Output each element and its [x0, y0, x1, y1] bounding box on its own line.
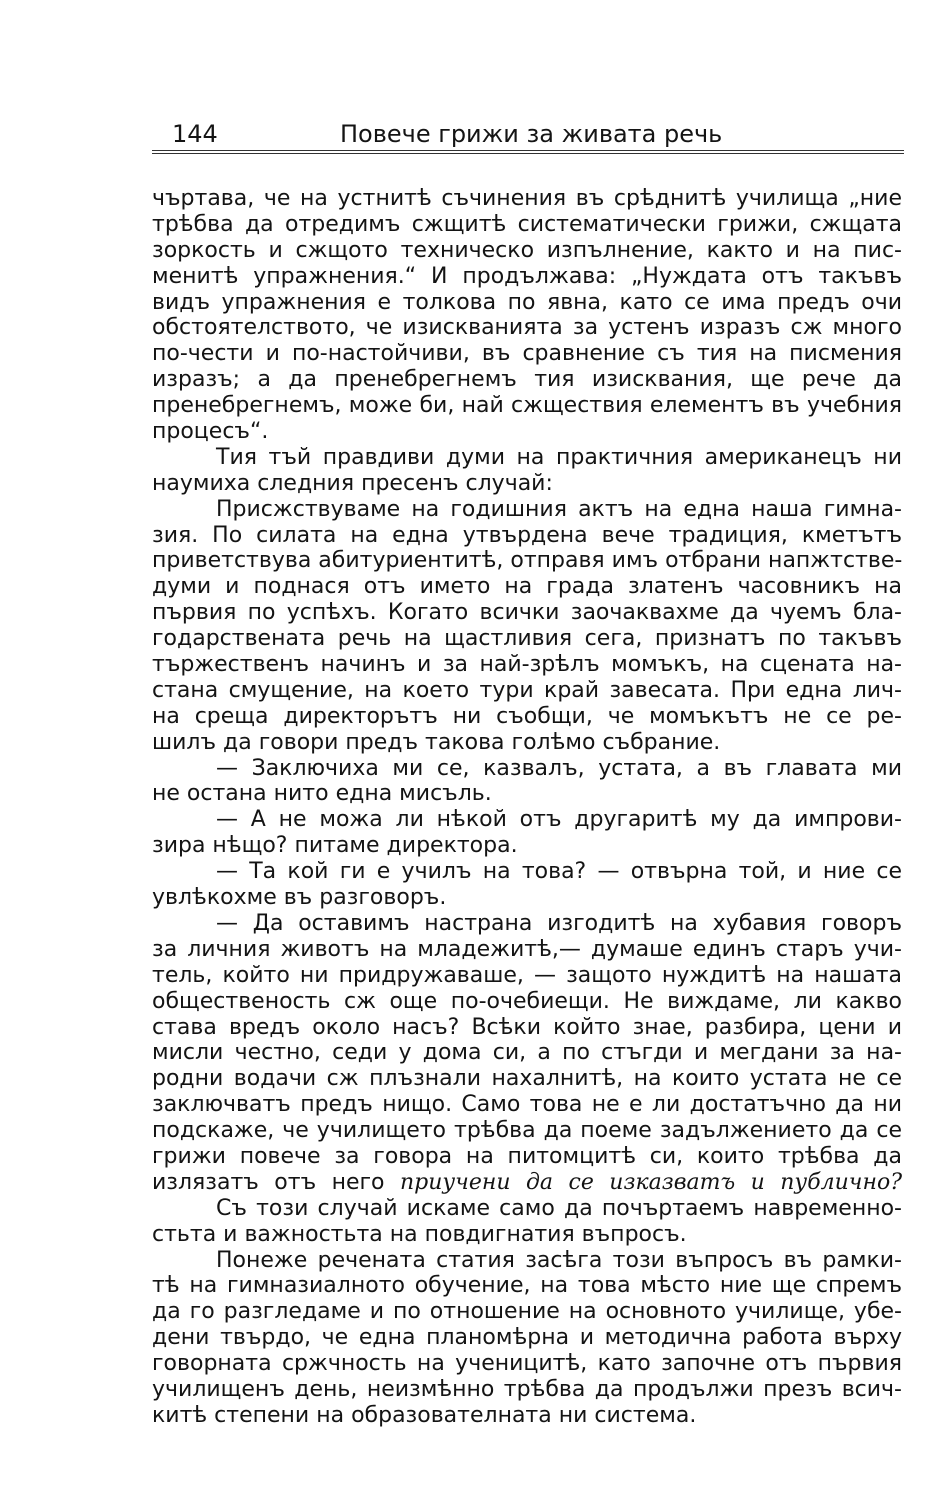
text-line: тель, който ни придружаваше, — защото нуждитѣ на нашата: [152, 962, 902, 988]
text-line: зоркость и сжщото техническо изпълнение, както и на пис-: [152, 237, 902, 263]
text-line: увлѣкохме въ разговоръ.: [152, 885, 447, 911]
text-line-with-italic: [152, 1170, 902, 1196]
text-line: — Да оставимъ настрана изгодитѣ на хубавия говоръ: [216, 910, 902, 936]
text-line: чъртава, че на устнитѣ съчинения въ срѣднитѣ училища „ние: [152, 186, 902, 211]
text-line: Тия тъй правдиви думи на практичния американецъ ни: [216, 444, 902, 470]
text-line: първия по успѣхъ. Когато всички заочаквахме да чуемъ бла-: [152, 600, 902, 626]
text-line: китѣ степени на образователната ни система.: [152, 1402, 697, 1428]
text-line: тѣ на гимназиалното обучение, на това мѣсто ние ще спремъ: [152, 1273, 902, 1299]
text-line: наумиха следния пресенъ случай:: [152, 470, 553, 496]
text-line: стьта и важностьта на повдигнатия въпросъ.: [152, 1221, 687, 1247]
body-text: [152, 186, 902, 1429]
text-line: тържественъ начинъ и за най-зрѣлъ момъкъ, на сцената на-: [152, 652, 902, 678]
text-line: мисли честно, седи у дома си, а по стъгди и мегдани за на-: [152, 1040, 902, 1066]
text-line: на среща директорътъ ни съобщи, че момъкътъ не се ре-: [152, 703, 902, 729]
text-line: подскаже, че училището трѣбва да поеме задължението да се: [152, 1118, 902, 1144]
text-line: — Та кой ги е училъ на това? — отвърна той, и ние се: [216, 859, 902, 885]
header-rule-double: [152, 153, 904, 154]
text-line: Присжствуваме на годишния актъ на една наша гимна-: [216, 496, 902, 522]
text-line: родни водачи сж плъзнали нахалнитѣ, на които устата не се: [152, 1066, 902, 1092]
text-fragment: излязатъ отъ него: [152, 1169, 385, 1195]
text-line: менитѣ упражнения.“ И продължава: „Нуждата отъ такъвъ: [152, 263, 902, 289]
text-line: грижи повече за говора на питомцитѣ си, които трѣбва да: [152, 1143, 902, 1169]
text-line: трѣбва да отредимъ сжщитѣ систематически грижи, сжщата: [152, 211, 902, 237]
text-line: става вредъ около насъ? Всѣки който знае, разбира, цени и: [152, 1014, 902, 1040]
text-line: заключватъ предъ нищо. Само това не е ли достатъчно да ни: [152, 1092, 902, 1118]
text-line: — А не можа ли нѣкой отъ другаритѣ му да импрови-: [216, 807, 902, 833]
text-line: Съ този случай искаме само да почъртаемъ навременно-: [216, 1195, 902, 1221]
text-line: зия. По силата на една утвърдена вече традиция, кметътъ: [152, 522, 902, 548]
text-line: Понеже речената статия засѣга този въпросъ въ рамки-: [216, 1247, 902, 1273]
italic-phrase: приучени да се изказватъ и публично?: [399, 1169, 902, 1195]
page-number: 144: [172, 120, 218, 148]
text-line: говорната сржчность на ученицитѣ, като започне отъ първия: [152, 1351, 902, 1377]
text-line: по-чести и по-настойчиви, въ сравнение съ тия на писмения: [152, 341, 902, 367]
text-line: процесъ“.: [152, 419, 269, 445]
text-line: да го разгледаме и по отношение на основното училище, убе-: [152, 1299, 902, 1325]
text-line: дени твърдо, че една планомѣрна и методична работа върху: [152, 1325, 902, 1351]
text-line: изразъ; а да пренебрегнемъ тия изисквания, ще рече да: [152, 367, 902, 393]
text-line: приветствува абитуриентитѣ, отправя имъ отбрани напжтстве-: [152, 548, 902, 574]
text-line: думи и поднася отъ името на града златенъ часовникъ на: [152, 574, 902, 600]
text-line: училищенъ день, неизмѣнно трѣбва да продължи презъ всич-: [152, 1376, 902, 1402]
running-title: Повече грижи за живата речь: [340, 120, 723, 148]
text-line: обстоятелството, че изискванията за устенъ изразъ сж много: [152, 315, 902, 341]
text-line: годарствената речь на щастливия сега, признатъ по такъвъ: [152, 626, 902, 652]
text-line: — Заключиха ми се, казвалъ, устата, а въ главата ми: [216, 755, 902, 781]
text-line: общественость сж още по-очебиещи. Не виждаме, ли какво: [152, 988, 902, 1014]
text-line: шилъ да говори предъ такова голѣмо събрание.: [152, 729, 721, 755]
text-line: зира нѣщо? питаме директора.: [152, 833, 518, 859]
page-header: [152, 113, 902, 153]
header-rule: [152, 150, 904, 151]
text-line: видъ упражнения е толкова по явна, като се има предъ очи: [152, 289, 902, 315]
text-line: не остана нито една мисъль.: [152, 781, 492, 807]
text-line: за личния животъ на младежитѣ,— думаше единъ старъ учи-: [152, 936, 902, 962]
text-line: пренебрегнемъ, може би, най сжществия елементъ въ учебния: [152, 393, 902, 419]
text-line: стана смущение, на което тури край завесата. При една лич-: [152, 677, 902, 703]
